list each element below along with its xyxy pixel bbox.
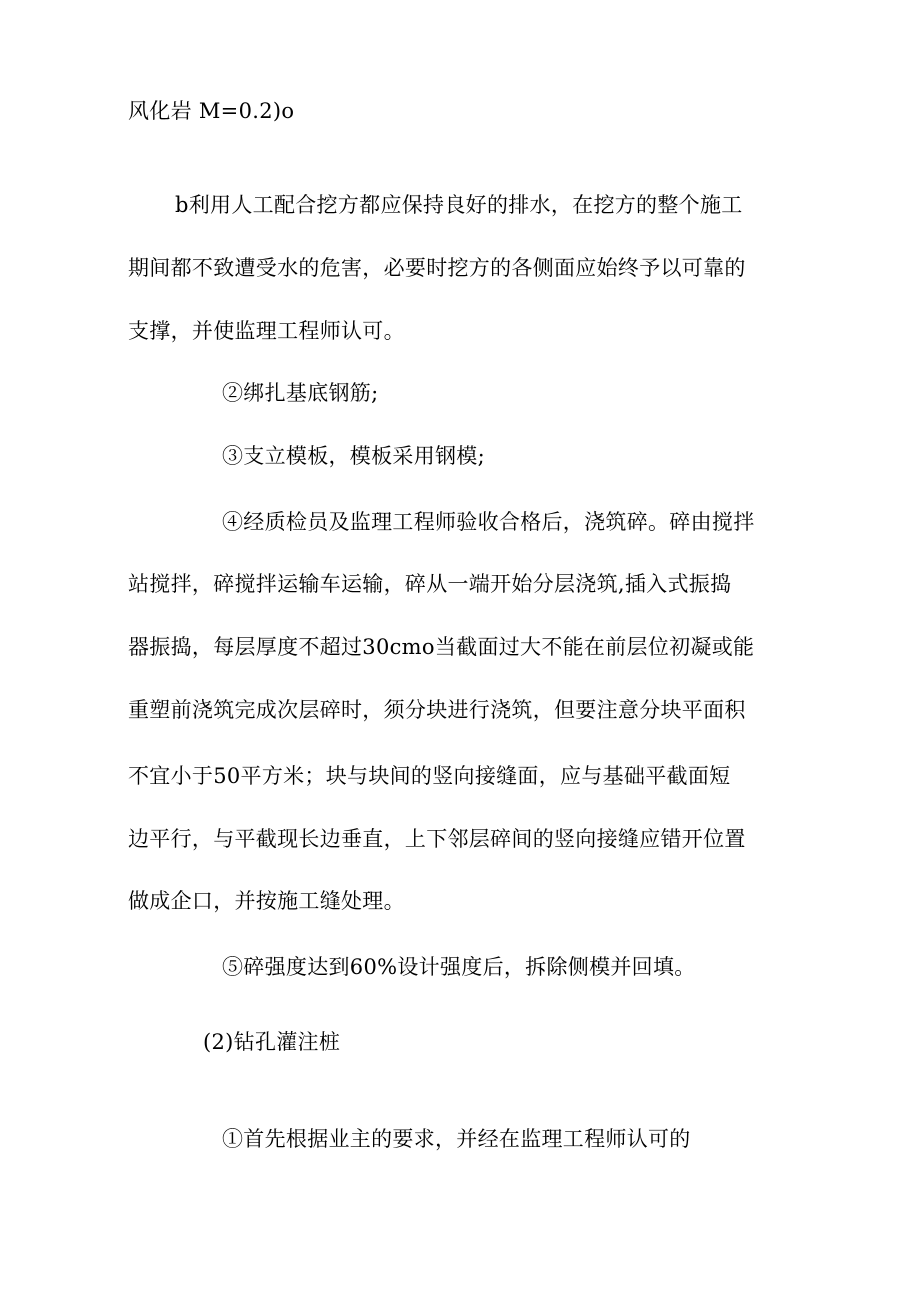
paragraph-line: b利用人工配合挖方都应保持良好的排水，在挖方的整个施工	[175, 193, 743, 217]
paragraph-line: 做成企口，并按施工缝处理。	[128, 889, 405, 913]
list-item: ②绑扎基底钢筋;	[222, 381, 379, 405]
paragraph-line: 器振捣，每层厚度不超过30cmo当截面过大不能在前层位初凝或能	[128, 635, 755, 659]
paragraph-line: 重塑前浇筑完成次层碎时，须分块进行浇筑，但要注意分块平面积	[128, 698, 746, 722]
paragraph-line: 边平行，与平截现长边垂直，上下邻层碎间的竖向接缝应错开位置	[128, 827, 746, 851]
paragraph-line: 不宜小于50平方米；块与块间的竖向接缝面，应与基础平截面短	[128, 764, 731, 788]
list-item: ③支立模板，模板采用钢模;	[222, 444, 485, 468]
paragraph-line: ④经质检员及监理工程师验收合格后，浇筑碎。碎由搅拌	[222, 510, 755, 534]
paragraph-line: 站搅拌，碎搅拌运输车运输，碎从一端开始分层浇筑,插入式振捣	[128, 572, 732, 596]
list-item: ①首先根据业主的要求，并经在监理工程师认可的	[222, 1127, 691, 1151]
list-item: ⑤碎强度达到60%设计强度后，拆除侧模并回填。	[222, 955, 696, 979]
text-line: 风化岩 M=0.2)o	[128, 99, 295, 123]
paragraph-line: 期间都不致遭受水的危害，必要时挖方的各侧面应始终予以可靠的	[128, 256, 746, 280]
paragraph-line: 支撑，并使监理工程师认可。	[128, 319, 405, 343]
section-heading: (2)钻孔灌注桩	[203, 1030, 341, 1054]
